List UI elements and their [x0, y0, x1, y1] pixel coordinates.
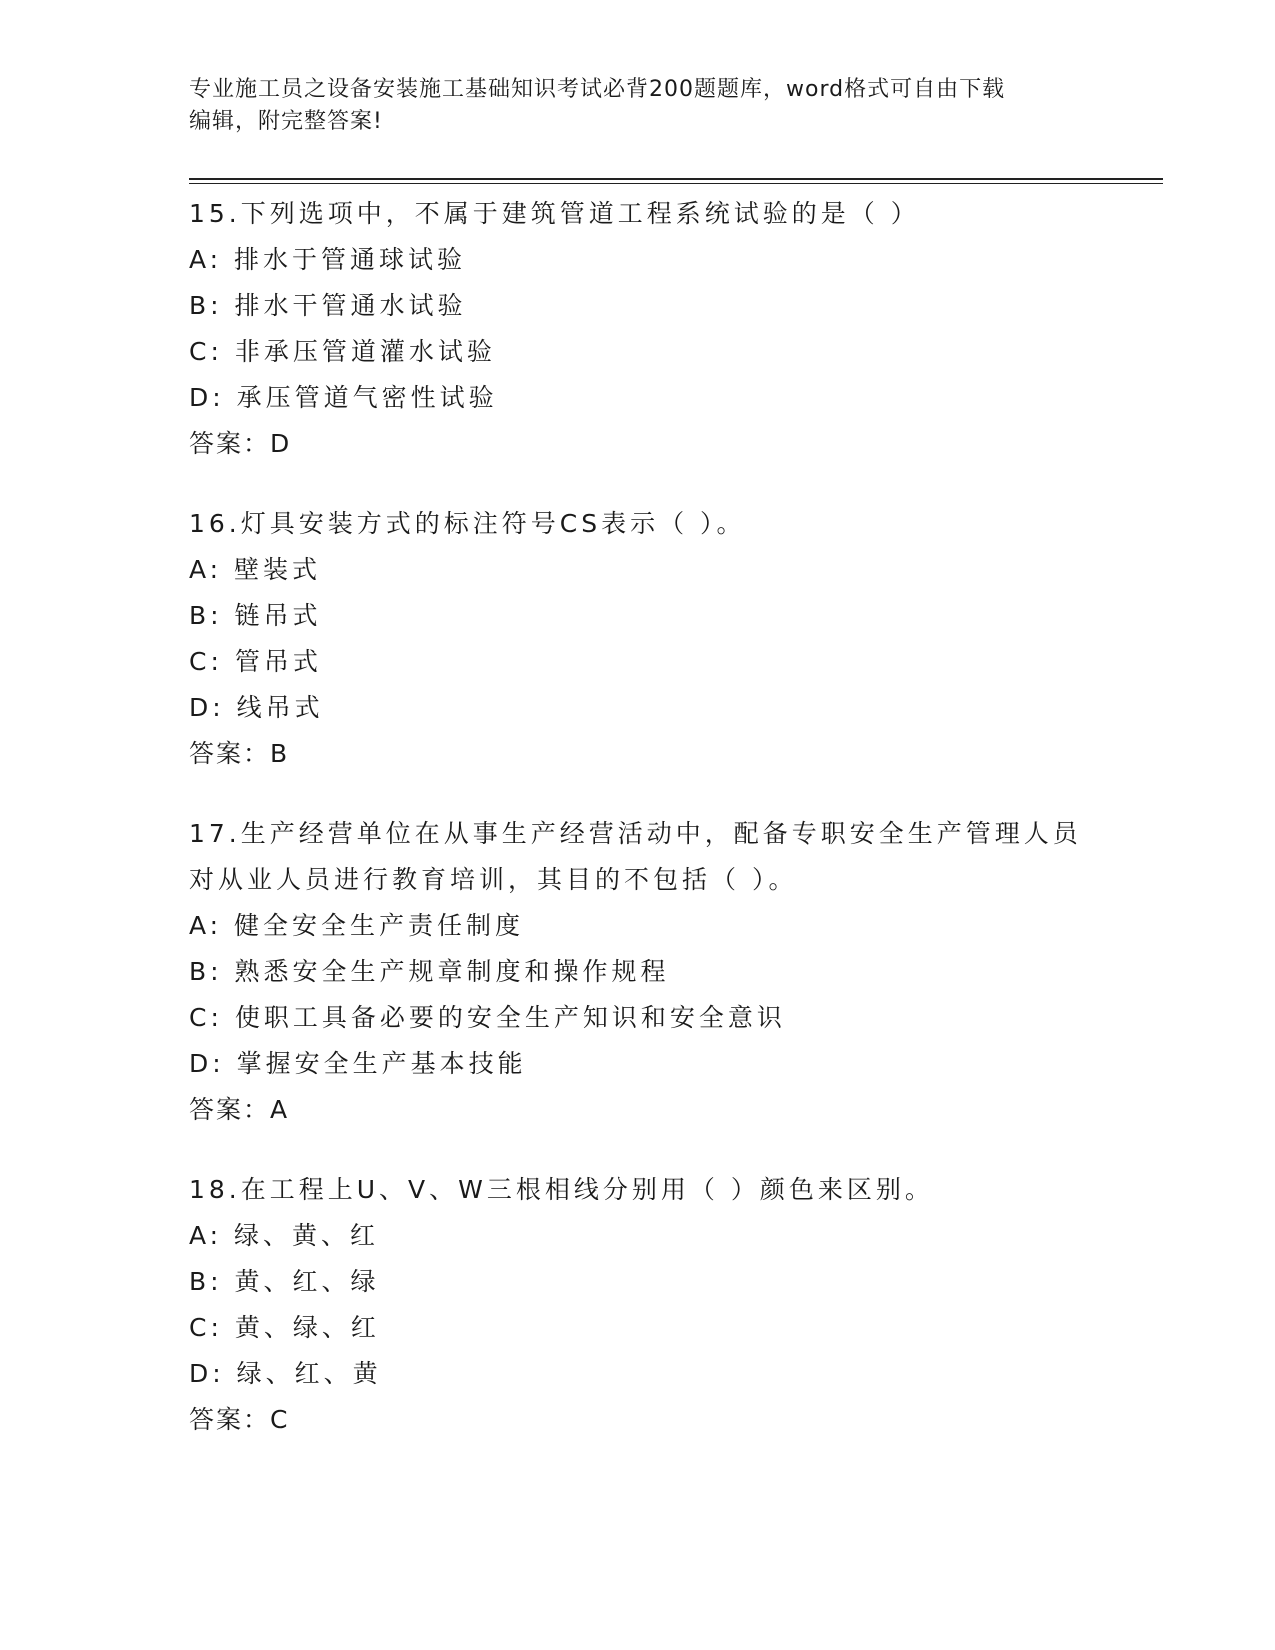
header-divider-thick [189, 178, 1163, 180]
option-b: B: 链吊式 [189, 601, 322, 630]
question-17 [189, 811, 1129, 1133]
question-list [189, 191, 1129, 1477]
option-d: D: 掌握安全生产基本技能 [189, 1049, 527, 1078]
option-d: D: 绿、红、黄 [189, 1359, 382, 1388]
option-a: A: 健全安全生产责任制度 [189, 911, 525, 940]
question-16 [189, 501, 1129, 777]
header-divider-thin [189, 183, 1163, 184]
question-18 [189, 1167, 1129, 1443]
question-stem: 18.在工程上U、V、W三根相线分别用（ ）颜色来区别。 [189, 1175, 934, 1204]
question-stem: 16.灯具安装方式的标注符号CS表示（ ）。 [189, 509, 746, 538]
question-15 [189, 191, 1129, 467]
header-title-line-2: 编辑，附完整答案! [189, 109, 383, 134]
header-title-line-1: 专业施工员之设备安装施工基础知识考试必背200题题库，word格式可自由下载 [189, 77, 1006, 102]
answer: 答案：B [189, 739, 290, 768]
answer: 答案：C [189, 1405, 290, 1434]
option-d: D: 承压管道气密性试验 [189, 383, 498, 412]
option-a: A: 绿、黄、红 [189, 1221, 380, 1250]
document-header [189, 74, 1089, 138]
option-a: A: 排水于管通球试验 [189, 245, 467, 274]
option-b: B: 排水干管通水试验 [189, 291, 467, 320]
option-a: A: 壁装式 [189, 555, 322, 584]
question-stem: 15.下列选项中，不属于建筑管道工程系统试验的是（ ） [189, 199, 920, 228]
option-c: C: 非承压管道灌水试验 [189, 337, 496, 366]
answer: 答案：D [189, 429, 292, 458]
option-c: C: 管吊式 [189, 647, 322, 676]
answer: 答案：A [189, 1095, 290, 1124]
option-c: C: 使职工具备必要的安全生产知识和安全意识 [189, 1003, 786, 1032]
option-c: C: 黄、绿、红 [189, 1313, 380, 1342]
option-b: B: 熟悉安全生产规章制度和操作规程 [189, 957, 670, 986]
question-stem-line-1: 17.生产经营单位在从事生产经营活动中，配备专职安全生产管理人员 [189, 819, 1082, 848]
option-b: B: 黄、红、绿 [189, 1267, 380, 1296]
option-d: D: 线吊式 [189, 693, 324, 722]
question-stem-line-2: 对从业人员进行教育培训，其目的不包括（ ）。 [189, 865, 798, 894]
